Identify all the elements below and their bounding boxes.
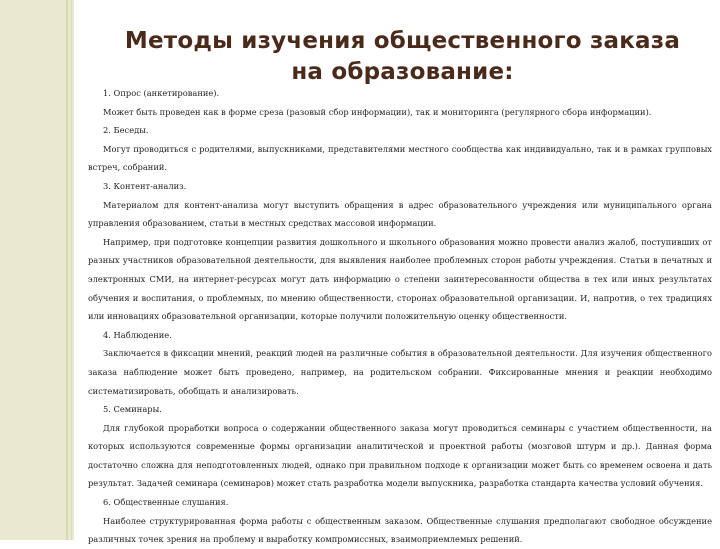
method-description: Наиболее структурированная форма работы с общественным заказом. Общественные слушания предполагают свободное обсуждение различных точек зрения на проблему и выработку компромиссных, взаимоприемлемых решений.: [88, 515, 712, 545]
method-heading: 1. Опрос (анкетирование).: [103, 88, 220, 98]
method-description: Для глубокой проработки вопроса о содержании общественного заказа могут проводиться семинары с участием общественности, на которых используются современные формы организации аналитической и проектной работы (мозговой штурм и др.). Данная форма достаточно сложна для неподготовленных людей, однако при правильном подходе к организации может быть со временем освоена и дать результат. Задачей семинара (семинаров) может стать разработка модели выпускника, разработка стандарта качества условий обучения.: [88, 422, 712, 489]
slide-title-line: Методы изучения общественного заказа: [124, 28, 681, 54]
method-heading: 6. Общественные слушания.: [103, 497, 229, 508]
method-heading: 2. Беседы.: [103, 125, 149, 136]
slide-title: [90, 26, 715, 88]
method-description: Могут проводиться с родителями, выпускниками, представителями местного сообщества как индивидуально, так и в рамках групповых встреч, собраний.: [88, 143, 712, 173]
slide-title-line: на образование:: [291, 59, 514, 85]
method-description: Заключается в фиксации мнений, реакций людей на различные события в образовательной деятельности. Для изучения общественного заказа наблюдение может быть проведено, например, на родительском собрании. Фиксированные мнения и реакции необходимо систематизировать, обобщать и анализировать.: [88, 348, 712, 396]
method-heading: 4. Наблюдение.: [103, 329, 172, 340]
decorative-line: [71, 0, 72, 540]
method-description: Например, при подготовке концепции развития дошкольного и школьного образования можно провести анализ жалоб, поступивших от разных участников образовательной деятельности, для выявления наиболее проблемных сторон работы учреждения. Статьи в печатных и электронных СМИ, на интернет-ресурсах могут дать информацию о степени заинтересованности общества в тех или иных результатах обучения и воспитания, о проблемных, по мнению общественности, сторонах образовательной организации. И, напротив, о тех традициях или инновациях образовательной организации, которые получили положительную оценку общественности.: [88, 236, 712, 322]
method-description: Может быть проведен как в форме среза (разовый сбор информации), так и мониторинга (регулярного сбора информации).: [103, 106, 652, 117]
method-heading: 5. Семинары.: [103, 404, 162, 415]
body-text: [88, 84, 712, 549]
decorative-line: [66, 0, 68, 540]
decorative-side-panel: [0, 0, 74, 540]
method-heading: 3. Контент-анализ.: [103, 180, 187, 191]
method-description: Материалом для контент-анализа могут выступить обращения в адрес образовательного учреждения или муниципального органа управления образованием, статьи в местных средствах массовой информации.: [88, 199, 712, 229]
